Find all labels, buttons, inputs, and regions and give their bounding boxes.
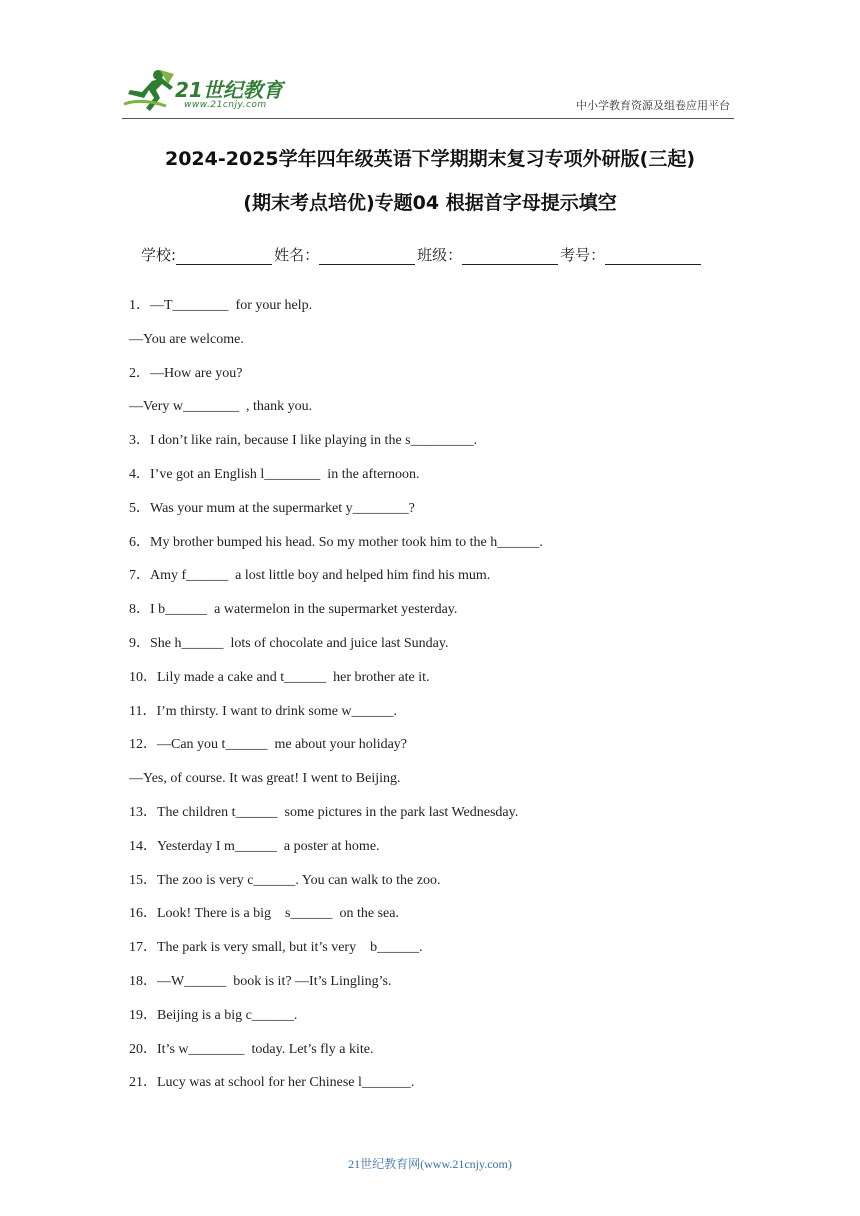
question-line: 21．Lucy was at school for her Chinese l_______.: [129, 1075, 415, 1091]
question-line: 3．I don’t like rain, because I like playing in the s_________.: [129, 433, 478, 449]
doc-title-line1: 2024-2025学年四年级英语下学期期末复习专项外研版(三起): [164, 148, 696, 170]
question-line: 6．My brother bumped his head. So my mother took him to the h______.: [129, 534, 543, 550]
question-line: 17．The park is very small, but it’s very b______.: [129, 940, 423, 956]
number-label: 考号：: [560, 246, 606, 264]
question-line: 5．Was your mum at the supermarket y________?: [129, 500, 415, 516]
question-list: [129, 296, 749, 1107]
page-footer: 21世纪教育网(www.21cnjy.com): [348, 1157, 512, 1171]
question-line: —Very w________ , thank you.: [129, 399, 313, 415]
number-field[interactable]: [605, 248, 701, 265]
student-info-row: [141, 244, 703, 265]
name-label: 姓名：: [274, 246, 320, 264]
question-line: 2．—How are you?: [129, 365, 243, 381]
question-line: 16．Look! There is a big s______ on the sea.: [129, 906, 399, 922]
question-line: 19．Beijing is a big c______.: [129, 1007, 298, 1023]
header-divider: [122, 118, 734, 119]
question-line: —Yes, of course. It was great! I went to Beijing.: [129, 771, 401, 787]
page-header: [0, 0, 860, 124]
question-line: 9．She h______ lots of chocolate and juice last Sunday.: [129, 635, 449, 651]
logo-url: www.21cnjy.com: [184, 100, 267, 110]
question-line: 20．It’s w________ today. Let’s fly a kite.: [129, 1041, 374, 1057]
class-label: 班级：: [417, 246, 463, 264]
question-line: 10．Lily made a cake and t______ her brother ate it.: [129, 669, 430, 685]
question-line: 15．The zoo is very c______. You can walk to the zoo.: [129, 872, 441, 888]
class-field[interactable]: [462, 248, 558, 265]
question-line: —You are welcome.: [129, 331, 244, 347]
name-field[interactable]: [319, 248, 415, 265]
question-line: 13．The children t______ some pictures in the park last Wednesday.: [129, 804, 519, 820]
site-logo: [122, 68, 292, 116]
doc-title-line2: (期末考点培优)专题04 根据首字母提示填空: [243, 192, 617, 214]
question-line: 4．I’ve got an English l________ in the afternoon.: [129, 466, 420, 482]
question-line: 7．Amy f______ a lost little boy and helped him find his mum.: [129, 568, 491, 584]
platform-label: 中小学教育资源及组卷应用平台: [576, 99, 730, 112]
question-line: 11．I’m thirsty. I want to drink some w______.: [129, 703, 398, 719]
school-field[interactable]: [176, 248, 272, 265]
question-line: 14．Yesterday I m______ a poster at home.: [129, 838, 380, 854]
question-line: 8．I b______ a watermelon in the supermarket yesterday.: [129, 602, 458, 618]
question-line: 18．—W______ book is it? —It’s Lingling’s.: [129, 973, 392, 989]
runner-logo-icon: [122, 68, 178, 114]
school-label: 学校:: [141, 246, 177, 264]
logo-text: 21世纪教育: [175, 78, 283, 102]
question-line: 1．—T________ for your help.: [129, 298, 313, 313]
question-line: 12．—Can you t______ me about your holiday?: [129, 737, 408, 753]
